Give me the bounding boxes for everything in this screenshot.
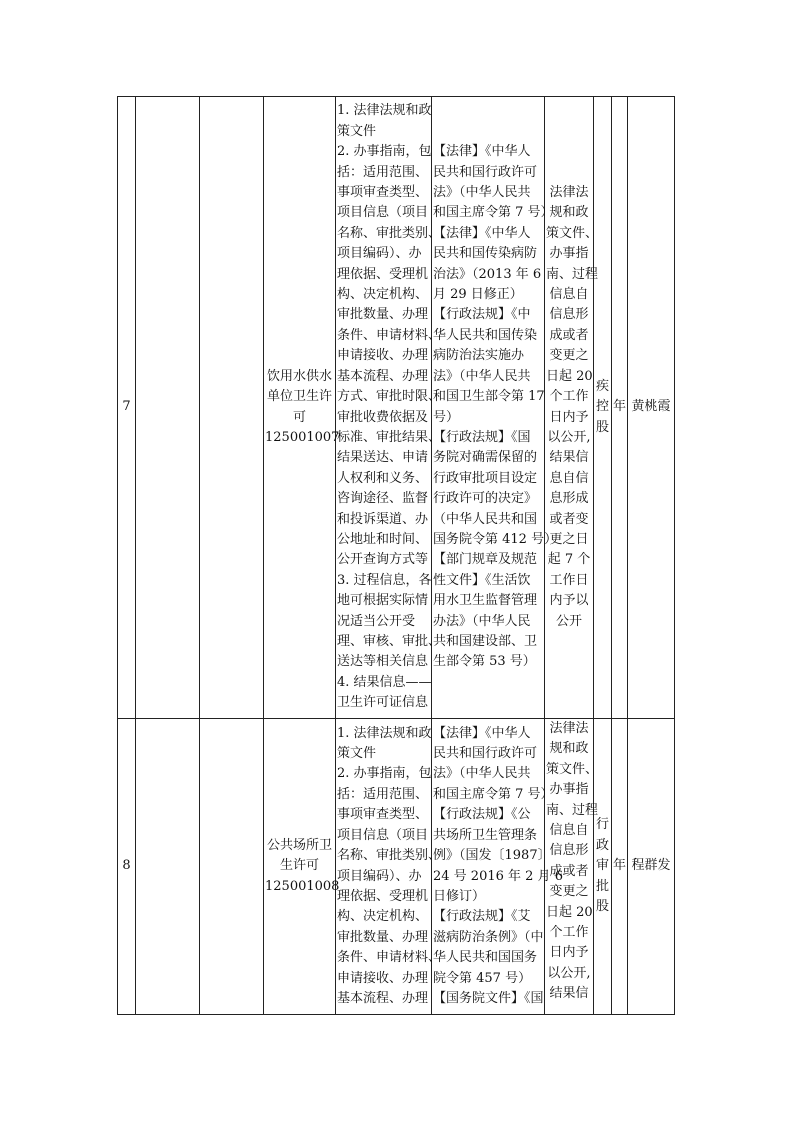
basis-line: 和国主席令第 7 号） (433, 786, 554, 802)
period-line: 或者变 (549, 511, 589, 527)
basis-line: 【国务院文件】《国 (433, 990, 544, 1006)
basis-line: 号） (433, 409, 460, 425)
period-line: 息自信 (549, 470, 589, 486)
basis-line: 【行政法规】《国 (433, 429, 531, 445)
dept-char: 审 (595, 858, 609, 874)
content-line: 审批数量、办理 (337, 929, 429, 945)
item-code: 125001008 (265, 878, 340, 894)
content-line: 项目编码）、办 (337, 246, 422, 262)
content-line: 项目信息（项目 (337, 827, 429, 843)
basis-line: 【法律】《中华人 (433, 225, 531, 241)
basis-line: 共和国建设部、卫 (433, 633, 538, 649)
dept-char: 控 (595, 399, 609, 415)
content-line: 人权利和义务、 (337, 470, 429, 486)
table-row (118, 719, 675, 1015)
basis-line: 日修订） (433, 888, 486, 904)
basis-line: 【行政法规】《艾 (433, 909, 531, 925)
legal-basis-cell (432, 97, 558, 719)
period-line: 南、过程 (546, 802, 599, 818)
item-name-line: 可 (292, 409, 306, 425)
period-line: 法律法 (549, 185, 589, 201)
content-line: 标准、审批结果、 (337, 429, 442, 445)
content-line: 基本流程、办理 (337, 368, 429, 384)
content-line: 名称、审批类别、 (337, 848, 442, 864)
period-line: 信息自 (549, 287, 589, 303)
basis-line: 【法律】《中华人 (433, 725, 531, 741)
content-line: 地可根据实际情 (337, 593, 429, 609)
basis-line: 和国主席令第 7 号） (433, 205, 554, 221)
content-line: 项目信息（项目 (337, 205, 429, 221)
basis-line: 【行政法规】《中 (433, 307, 531, 323)
basis-line: 滋病防治条例》（中 (433, 929, 544, 945)
content-line: 1. 法律法规和政 (337, 725, 432, 741)
basis-line: 行政审批项目设定 (433, 470, 538, 486)
empty-cell (200, 719, 264, 1015)
content-line: 2. 办事指南，包 (337, 144, 432, 160)
content-line: 结果送达、申请 (337, 450, 429, 466)
basis-line: 法》（中华人民共 (433, 185, 531, 201)
responsible-person-cell: 程群发 (628, 719, 675, 1015)
period-line: 日内予 (549, 945, 589, 961)
content-line: 基本流程、办理 (337, 990, 429, 1006)
content-line: 和投诉渠道、办 (337, 511, 429, 527)
basis-line: 务院对确需保留的 (433, 450, 538, 466)
basis-line: 民共和国行政许可 (433, 164, 538, 180)
disclosure-content-cell (336, 719, 442, 1015)
period-line: 成或者 (549, 863, 589, 879)
period-line: 办事指 (549, 246, 589, 262)
content-line: 卫生许可证信息 (337, 695, 429, 711)
row-index: 8 (118, 719, 136, 1015)
basis-line: （中华人民共和国 (433, 511, 538, 527)
basis-line: 共场所卫生管理条 (433, 827, 538, 843)
period-line: 法律法 (549, 721, 589, 736)
table-row (118, 97, 675, 719)
basis-line: 法》（中华人民共 (433, 368, 531, 384)
content-line: 条件、申请材料、 (337, 950, 442, 966)
basis-line: 治法》（2013 年 6 (433, 266, 542, 282)
basis-line: 办法》（中华人民 (433, 613, 531, 629)
content-line: 审批收费依据及 (337, 409, 429, 425)
dept-char: 批 (595, 878, 609, 894)
dept-char: 股 (595, 419, 609, 435)
content-line: 括：适用范围、 (337, 786, 429, 802)
basis-line: 24 号 2016 年 2 月 6 (433, 868, 563, 884)
basis-line: 院令第 457 号） (433, 970, 532, 986)
content-line: 4. 结果信息—— (337, 674, 432, 690)
basis-line: 法》（中华人民共 (433, 766, 531, 782)
basis-line: 【部门规章及规范 (433, 552, 538, 568)
disclosure-period-cell (545, 97, 599, 719)
period-line: 内予以 (549, 593, 589, 609)
content-line: 理、审核、审批、 (337, 633, 442, 649)
department-cell (594, 97, 612, 719)
content-line: 1. 法律法规和政 (337, 103, 432, 119)
period-line: 日内予 (549, 409, 589, 425)
basis-line: 民共和国传染病防 (433, 246, 538, 262)
dept-char: 疾 (595, 378, 609, 394)
content-line: 咨询途径、监督 (337, 491, 429, 507)
period-line: 起 7 个 (547, 552, 591, 568)
basis-line: 国务院令第 412 号） (433, 531, 558, 547)
content-line: 公地址和时间、 (337, 531, 429, 547)
content-line: 名称、审批类别、 (337, 225, 442, 241)
basis-line: 用水卫生监督管理 (433, 593, 538, 609)
content-line: 方式、审批时限、 (337, 389, 442, 405)
item-name-line: 单位卫生许 (266, 389, 332, 405)
disclosure-table (117, 96, 675, 1015)
dept-char: 政 (595, 837, 609, 853)
period-line: 规和政 (549, 741, 589, 757)
content-line: 送达等相关信息 (337, 654, 429, 670)
content-line: 事项审查类型、 (337, 807, 429, 823)
content-line: 策文件 (337, 123, 377, 139)
period-line: 工作日 (549, 572, 589, 588)
basis-line: 生部令第 53 号） (433, 654, 536, 670)
content-line: 策文件 (337, 746, 377, 762)
basis-line: 华人民共和国国务 (433, 950, 538, 966)
period-line: 更之日 (549, 531, 589, 547)
empty-cell (136, 719, 200, 1015)
period-line: 变更之 (549, 348, 589, 364)
content-line: 理依据、受理机 (337, 888, 429, 904)
period-line: 策文件、 (546, 761, 599, 777)
period-line: 结果信 (549, 450, 589, 466)
content-line: 申请接收、办理 (337, 970, 429, 986)
period-line: 以公开, (547, 965, 591, 981)
content-line: 构、决定机构、 (337, 287, 429, 303)
basis-line: 行政许可的决定》 (433, 491, 538, 507)
legal-basis-cell (432, 719, 563, 1015)
basis-line: 【行政法规】《公 (433, 807, 531, 823)
frequency-cell: 年 (612, 719, 628, 1015)
period-line: 息形成 (549, 491, 589, 507)
empty-cell (200, 97, 264, 719)
dept-char: 股 (595, 899, 609, 915)
disclosure-content-cell (336, 97, 442, 719)
basis-line: 例》（国发〔1987〕 (433, 848, 551, 864)
content-line: 审批数量、办理 (337, 307, 429, 323)
content-line: 况适当公开受 (337, 613, 416, 629)
basis-line: 和国卫生部令第 17 (433, 389, 545, 405)
empty-cell (136, 97, 200, 719)
period-line: 公开 (555, 613, 582, 629)
period-line: 变更之 (549, 884, 589, 900)
content-line: 括：适用范围、 (337, 164, 429, 180)
period-line: 信息形 (549, 307, 589, 323)
responsible-person-cell: 黄桃霞 (628, 97, 675, 719)
basis-line: 民共和国行政许可 (433, 746, 538, 762)
period-line: 以公开, (547, 429, 591, 445)
item-name-line: 饮用水供水 (266, 368, 332, 384)
basis-line: 【法律】《中华人 (433, 144, 531, 160)
item-name-line: 公共场所卫 (266, 837, 332, 853)
basis-line: 病防治法实施办 (433, 348, 525, 364)
content-line: 申请接收、办理 (337, 348, 429, 364)
disclosure-period-cell (545, 719, 599, 1015)
period-line: 南、过程 (546, 266, 599, 282)
content-line: 2. 办事指南，包 (337, 766, 432, 782)
content-line: 事项审查类型、 (337, 185, 429, 201)
period-line: 规和政 (549, 205, 589, 221)
item-name-cell (264, 97, 340, 719)
period-line: 策文件、 (546, 225, 599, 241)
basis-line: 性文件】《生活饮 (433, 572, 531, 588)
period-line: 结果信 (549, 986, 589, 1002)
period-line: 日起 20 (546, 368, 593, 384)
period-line: 日起 20 (546, 904, 593, 920)
item-code: 125001007 (265, 429, 340, 445)
content-line: 3. 过程信息，各 (337, 572, 432, 588)
period-line: 信息形 (549, 843, 589, 859)
content-line: 构、决定机构、 (337, 909, 429, 925)
row-index: 7 (118, 97, 136, 719)
period-line: 办事指 (549, 782, 589, 798)
content-line: 理依据、受理机 (337, 266, 429, 282)
period-line: 个工作 (549, 925, 589, 941)
item-name-cell (264, 719, 340, 1015)
content-line: 项目编码）、办 (337, 868, 422, 884)
content-line: 条件、申请材料、 (337, 327, 442, 343)
basis-line: 月 29 日修正） (433, 287, 523, 303)
content-line: 公开查询方式等 (337, 552, 429, 568)
item-name-line: 生许可 (279, 858, 319, 874)
basis-line: 华人民共和国传染 (433, 327, 538, 343)
period-line: 个工作 (549, 389, 589, 405)
frequency-cell: 年 (612, 97, 628, 719)
period-line: 成或者 (549, 327, 589, 343)
dept-char: 行 (595, 817, 609, 833)
period-line: 信息自 (549, 823, 589, 839)
